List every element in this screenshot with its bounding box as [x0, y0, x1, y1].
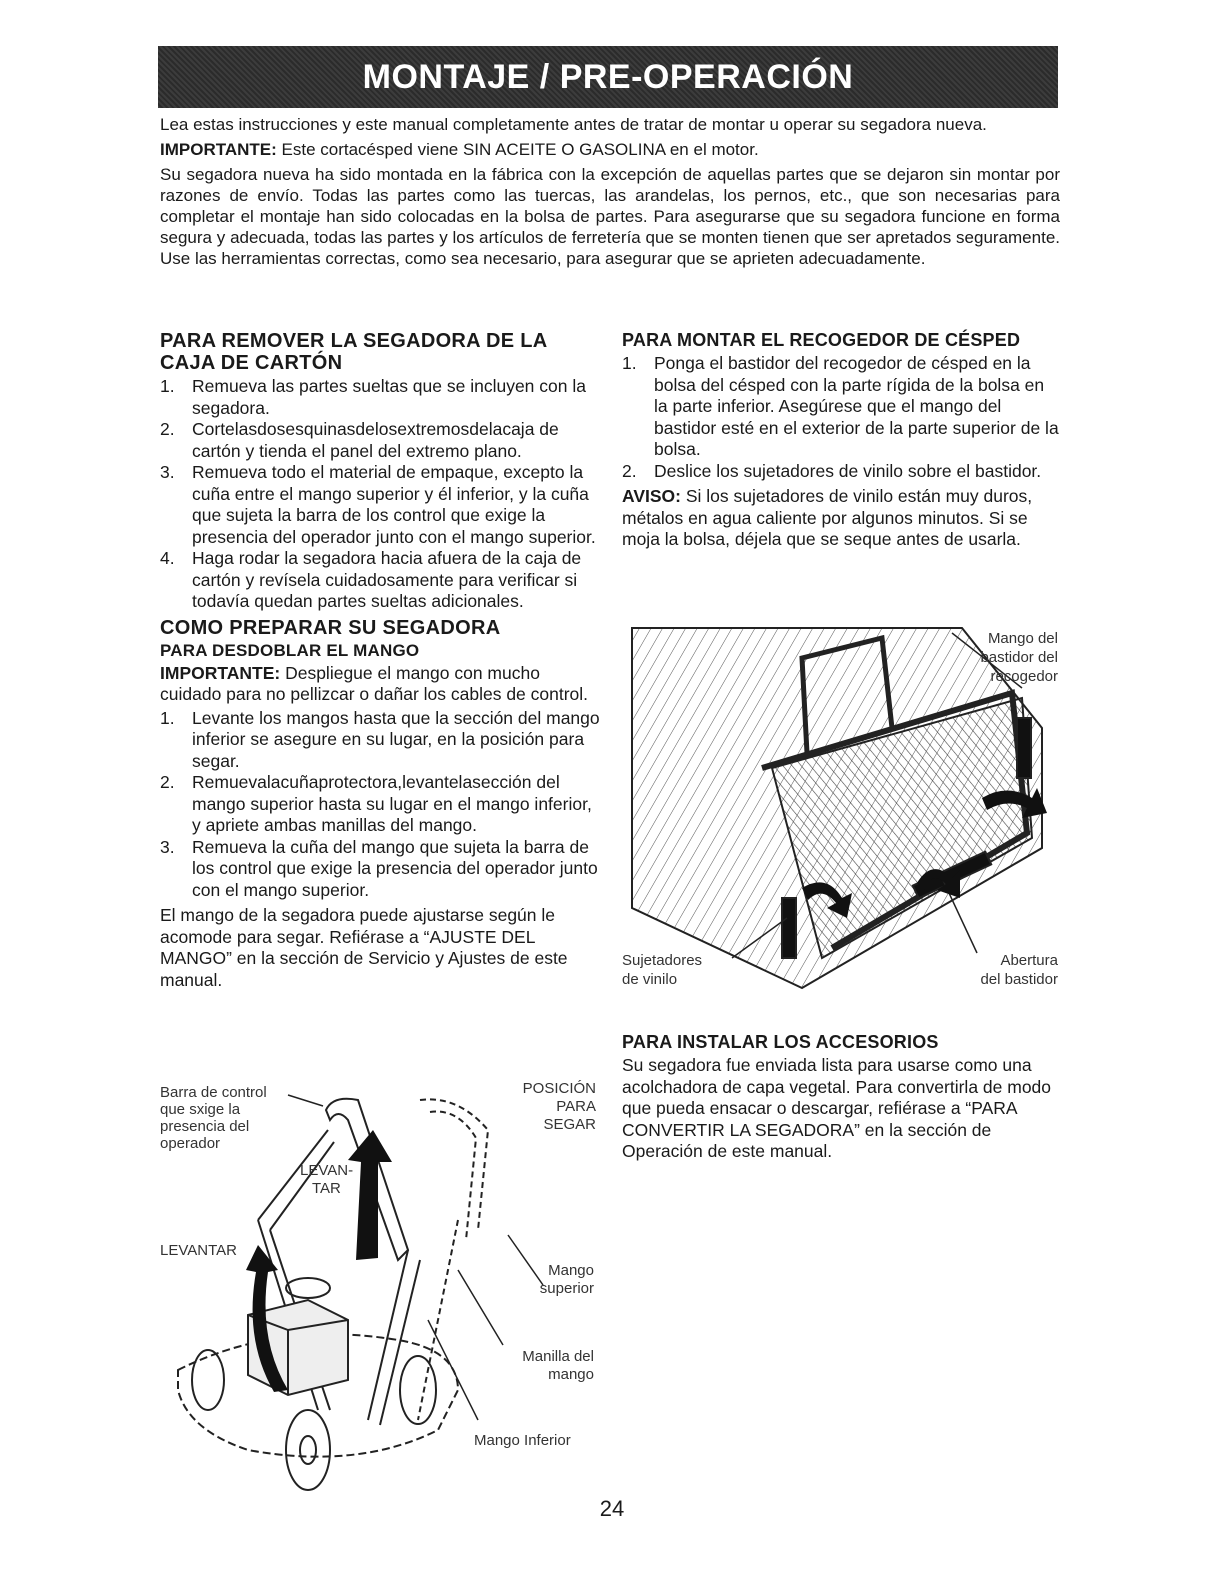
page-number: 24: [599, 1496, 625, 1521]
collector-heading: PARA MONTAR EL RECOGEDOR DE CÉSPED: [622, 330, 1021, 350]
intro-paragraph-2: [160, 139, 1060, 160]
label-position-2: PARA: [556, 1098, 596, 1115]
remove-heading: PARA REMOVER LA SEGADORA DE LA CAJA DE CARTÓN: [160, 330, 547, 374]
label-frame-handle-1: Mango del: [987, 630, 1058, 647]
label-vinyl-clips-2: de vinilo: [622, 971, 678, 988]
label-position-3: SEGAR: [543, 1116, 596, 1133]
label-lower-handle: Mango Inferior: [474, 1432, 571, 1449]
label-lift-small-1: LEVAN-: [300, 1162, 354, 1179]
list-item: 3. Remueva todo el material de empaque, excepto la cuña entre el mango superior y él inferior, y la cuña que sujeta la barra de los control que exige la presencia del operador junto con el mango superior.: [160, 462, 596, 547]
label-control-bar-4: operador: [160, 1135, 221, 1152]
label-lift-small-2: TAR: [312, 1180, 341, 1197]
accessories-text: Su segadora fue enviada lista para usarse como una acolchadora de capa vegetal. Para convertirla de modo que pueda ensacar o descargar, refiérase a “PARA CONVERTIR LA SEGADORA” en la sección de Operación de este manual.: [622, 1055, 1052, 1161]
important-label: IMPORTANTE:: [160, 140, 277, 159]
section-title: MONTAJE / PRE-OPERACIÓN: [362, 57, 854, 96]
label-handle-knob-2: mango: [548, 1366, 594, 1383]
list-item: 4. Haga rodar la segadora hacia afuera de la caja de cartón y revísela cuidadosamente para verificar si todavía quedan partes sueltas adicionales.: [160, 548, 582, 611]
right-column: [622, 330, 1060, 553]
list-item: 2. Remuevalacuñaprotectora,levantelasección del mango superior hasta su lugar en el mango inferior, y apriete ambas manillas del mango.: [160, 772, 592, 835]
intro-block: [160, 114, 1060, 273]
intro-paragraph-3: Su segadora nueva ha sido montada en la fábrica con la excepción de aquellas partes que se dejaron sin montar por razones de envío. Todas las partes como las tuercas, las arandelas, los pernos, etc., que son necesarias para completar el montaje han sido colocadas en la bolsa de partes. Para asegurarse que su segadora funcione en forma segura y adecuada, todas las partes y los artículos de ferretería que se monten tienen que ser apretados seguramente. Use las herramientas correctas, como sea necesario, para asegurar que se aprieten adecuadamente.: [160, 165, 1060, 268]
list-item: 1. Remueva las partes sueltas que se incluyen con la segadora.: [160, 376, 586, 418]
left-column: [160, 330, 600, 993]
important-text: Este cortacésped viene SIN ACEITE O GASOLINA en el motor.: [276, 140, 759, 159]
accessories-heading: PARA INSTALAR LOS ACCESORIOS: [622, 1032, 939, 1052]
section-banner: [158, 46, 1058, 108]
label-frame-handle-2: bastidor del: [980, 649, 1058, 666]
label-position-1: POSICIÓN: [522, 1080, 596, 1097]
label-control-bar-3: presencia del: [160, 1118, 250, 1135]
list-item: 1. Levante los mangos hasta que la sección del mango inferior se asegure en su lugar, en la posición para segar.: [160, 707, 600, 771]
prepare-steps: [160, 708, 600, 902]
label-lift: LEVANTAR: [160, 1242, 237, 1259]
collector-steps: [622, 353, 1060, 482]
prepare-important: IMPORTANTE: Despliegue el mango con mucho cuidado para no pellizcar o dañar los cables de control.: [160, 662, 589, 704]
label-frame-opening-1: Abertura: [1000, 952, 1058, 969]
label-handle-knob-1: Manilla del: [522, 1348, 594, 1365]
mower-handle-figure: [158, 1080, 598, 1510]
label-frame-handle-3: recogedor: [990, 668, 1058, 685]
label-control-bar-1: Barra de control: [160, 1084, 267, 1101]
prepare-heading: COMO PREPARAR SU SEGADORA: [160, 616, 501, 639]
list-item: 1. Ponga el bastidor del recogedor de césped en la bolsa del césped con la parte rígida de la bolsa en la parte inferior. Asegúrese que el mango del bastidor esté en el exterior de la parte superior de la bolsa.: [622, 353, 1059, 459]
prepare-closing: El mango de la segadora puede ajustarse según le acomode para segar. Refiérase a “AJUSTE DEL MANGO” en la sección de Servicio y Ajustes de este manual.: [160, 905, 568, 990]
label-upper-handle-2: superior: [539, 1280, 594, 1297]
collector-notice: AVISO: Si los sujetadores de vinilo están muy duros, métalos en agua caliente por algunos minutos. Si se moja la bolsa, déjela que se seque antes de usarla.: [622, 486, 1033, 549]
list-item: 2. Deslice los sujetadores de vinilo sobre el bastidor.: [622, 460, 1042, 481]
accessories-section: [622, 1032, 1060, 1165]
label-frame-opening-2: del bastidor: [980, 971, 1058, 988]
label-upper-handle-1: Mango: [548, 1262, 594, 1279]
label-control-bar-2: que sxige la: [160, 1101, 241, 1118]
intro-paragraph-1: Lea estas instrucciones y este manual completamente antes de tratar de montar u operar su segadora nueva.: [160, 115, 987, 134]
unfold-handle-subheading: PARA DESDOBLAR EL MANGO: [160, 640, 420, 660]
label-vinyl-clips-1: Sujetadores: [622, 952, 703, 969]
list-item: 2. Cortelasdosesquinasdelosextremosdelacaja de cartón y tienda el panel del extremo plano.: [160, 419, 559, 461]
list-item: 3. Remueva la cuña del mango que sujeta la barra de los control que exige la presencia del operador junto con el mango superior.: [160, 836, 598, 900]
remove-steps: [160, 376, 600, 613]
grass-bag-figure: [622, 618, 1062, 998]
